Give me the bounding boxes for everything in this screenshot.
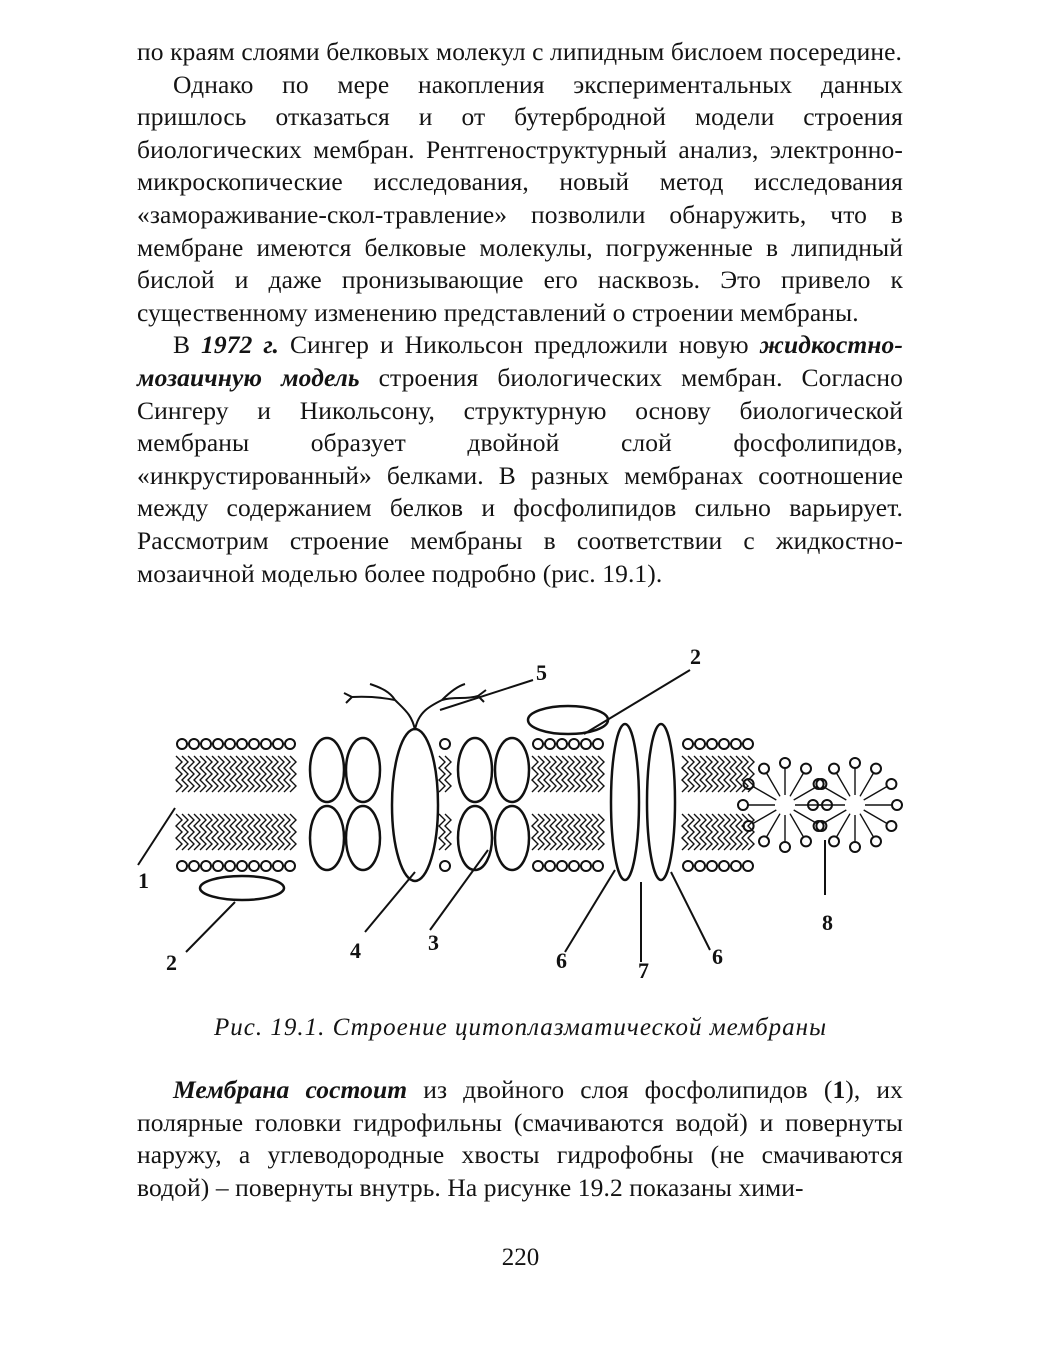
half-protein-lower-3 bbox=[458, 806, 492, 870]
figure-label-1: 1 bbox=[138, 868, 149, 893]
phospholipid-bilayer bbox=[176, 739, 754, 871]
micelle-tail bbox=[823, 787, 846, 801]
lipid-head bbox=[593, 739, 603, 749]
paragraph-3 bbox=[137, 329, 903, 590]
bottom-text bbox=[137, 1074, 903, 1204]
micelle-tail bbox=[794, 810, 817, 824]
lipid-head bbox=[581, 739, 591, 749]
lipid-head bbox=[731, 861, 741, 871]
micelle-head bbox=[759, 836, 769, 846]
lipid-head bbox=[273, 861, 283, 871]
lipid-head bbox=[707, 861, 717, 871]
figure-label-2: 2 bbox=[690, 644, 701, 669]
half-protein-upper-2 bbox=[346, 738, 380, 802]
channel-protein-left bbox=[611, 724, 639, 880]
figure-label-2: 2 bbox=[166, 950, 177, 975]
half-protein-lower-1 bbox=[310, 806, 344, 870]
paragraph-3-start: В bbox=[173, 330, 202, 360]
channel-protein-right bbox=[647, 724, 675, 880]
figure-label-5: 5 bbox=[536, 660, 547, 685]
paragraph-4-start: из двойного слоя фосфолипидов ( bbox=[407, 1075, 833, 1104]
lipid-head bbox=[743, 861, 753, 871]
lipid-head bbox=[177, 739, 187, 749]
lipid-tail bbox=[439, 814, 445, 850]
micelle-tail bbox=[864, 810, 887, 824]
lipid-head bbox=[719, 861, 729, 871]
micelle-tail bbox=[864, 787, 887, 801]
lipid-head bbox=[569, 739, 579, 749]
micelle-head bbox=[829, 836, 839, 846]
figure-label-6: 6 bbox=[712, 944, 723, 969]
label-lines bbox=[138, 670, 825, 962]
micelle-tail bbox=[790, 773, 804, 796]
half-protein-lower-2 bbox=[346, 806, 380, 870]
micelle-head bbox=[801, 764, 811, 774]
lipid-head bbox=[201, 739, 211, 749]
half-protein-upper-4 bbox=[495, 738, 529, 802]
lipid-head bbox=[201, 861, 211, 871]
lipid-head bbox=[533, 861, 543, 871]
micelle-head bbox=[850, 758, 860, 768]
lipid-tail bbox=[532, 814, 538, 850]
micelle-tail bbox=[794, 787, 817, 801]
peripheral-protein-top bbox=[528, 706, 608, 734]
lipid-tail bbox=[682, 814, 688, 850]
year-emphasis: 1972 г. bbox=[201, 330, 280, 360]
micelle-head bbox=[829, 764, 839, 774]
lipid-head bbox=[177, 861, 187, 871]
lipid-head bbox=[249, 861, 259, 871]
paragraph-3-mid: Сингер и Никольсон предложили новую bbox=[279, 330, 760, 360]
micelle-head bbox=[871, 836, 881, 846]
half-protein-upper-1 bbox=[310, 738, 344, 802]
figure-label-7: 7 bbox=[638, 958, 649, 983]
micelle-head bbox=[780, 758, 790, 768]
lipid-micelle bbox=[738, 758, 902, 852]
lipid-head bbox=[719, 739, 729, 749]
lipid-head bbox=[683, 739, 693, 749]
lipid-head bbox=[731, 739, 741, 749]
lipid-head bbox=[225, 739, 235, 749]
lipid-head bbox=[545, 861, 555, 871]
lipid-head bbox=[557, 739, 567, 749]
lipid-head bbox=[593, 861, 603, 871]
lipid-tail bbox=[439, 756, 445, 792]
paragraph-4 bbox=[137, 1074, 903, 1204]
membrane-figure bbox=[120, 640, 920, 1000]
half-protein-upper-3 bbox=[458, 738, 492, 802]
lipid-head bbox=[545, 739, 555, 749]
figure-label-6: 6 bbox=[556, 948, 567, 973]
lipid-head bbox=[213, 861, 223, 871]
ref-number: 1 bbox=[832, 1075, 846, 1104]
micelle-head bbox=[886, 821, 896, 831]
micelle-tail bbox=[860, 773, 874, 796]
micelle-head bbox=[738, 800, 748, 810]
micelle-tail bbox=[753, 787, 776, 801]
micelle-tail bbox=[837, 814, 851, 837]
lead-emphasis: Мембрана состоит bbox=[173, 1075, 408, 1104]
integral-protein bbox=[392, 729, 438, 881]
figure-label-8: 8 bbox=[822, 910, 833, 935]
lipid-tail bbox=[682, 756, 688, 792]
lipid-head bbox=[581, 861, 591, 871]
lipid-head bbox=[683, 861, 693, 871]
lipid-head bbox=[237, 861, 247, 871]
micelle-tail bbox=[753, 810, 776, 824]
glycocalyx bbox=[344, 684, 486, 730]
lipid-head bbox=[569, 861, 579, 871]
lipid-head bbox=[225, 861, 235, 871]
lipid-head bbox=[707, 739, 717, 749]
lipid-head bbox=[695, 739, 705, 749]
model-emphasis: жидкостно-мозаичную модель bbox=[137, 330, 903, 392]
lipid-head bbox=[533, 739, 543, 749]
micelle-tail bbox=[767, 773, 781, 796]
lipid-head bbox=[237, 739, 247, 749]
page-number: 220 bbox=[501, 1244, 540, 1271]
paragraph-4-end: ), их полярные головки гидрофильны (смачиваются водой) и повернуты наружу, а углеводородные хвосты гидрофобны (не смачиваются водой) – повернуты внутрь. На рисунке 19.2 показаны хими- bbox=[137, 1075, 904, 1202]
lipid-head bbox=[249, 739, 259, 749]
micelle-head bbox=[850, 842, 860, 852]
lipid-head bbox=[189, 861, 199, 871]
micelle-head bbox=[801, 836, 811, 846]
lipid-head bbox=[213, 739, 223, 749]
lipid-head bbox=[440, 861, 450, 871]
lipid-head bbox=[189, 739, 199, 749]
lipid-head bbox=[285, 739, 295, 749]
micelle-head bbox=[780, 842, 790, 852]
lipid-head bbox=[261, 861, 271, 871]
micelle-head bbox=[886, 779, 896, 789]
lipid-tail bbox=[532, 756, 538, 792]
micelle-tail bbox=[860, 814, 874, 837]
lipid-tail bbox=[176, 814, 182, 850]
peripheral-protein-bottom bbox=[200, 876, 284, 900]
figure-label-4: 4 bbox=[350, 938, 361, 963]
top-text bbox=[137, 36, 903, 590]
micelle-head bbox=[892, 800, 902, 810]
lipid-head bbox=[557, 861, 567, 871]
paragraph-2: Однако по мере накопления экспериментальных данных пришлось отказаться и от бутербродной модели строения биологических мембран. Рентгеноструктурный анализ, электронно-микроскопические исследования, новый метод исследования «замораживание-скол-травление» позволили обнаружить, что в мембране имеются белковые молекулы, погруженные в липидный бислой и даже пронизывающие его насквозь. Это привело к существенному изменению представлений о строении мембраны. bbox=[137, 69, 903, 327]
micelle-tail bbox=[837, 773, 851, 796]
lipid-tail bbox=[176, 756, 182, 792]
half-protein-lower-4 bbox=[495, 806, 529, 870]
micelle-head bbox=[759, 764, 769, 774]
micelle-head bbox=[871, 764, 881, 774]
micelle-tail bbox=[823, 810, 846, 824]
lipid-head bbox=[695, 861, 705, 871]
figure-caption: Рис. 19.1. Строение цитоплазматической мембраны bbox=[213, 1014, 827, 1041]
lipid-head bbox=[261, 739, 271, 749]
lipid-head bbox=[440, 739, 450, 749]
lipid-head bbox=[743, 739, 753, 749]
paragraph-1: по краям слоями белковых молекул с липидным бислоем посередине. bbox=[137, 37, 902, 66]
paragraph-3-end: строения биологических мембран. Согласно Сингеру и Никольсону, структурную основу биологической мембраны образует двойной слой фосфолипидов, «инкрустированный» белками. В разных мембранах соотношение между содержанием белков и фосфолипидов сильно варьирует. Рассмотрим строение мембраны в соответствии с жидкостно-мозаичной моделью более подробно (рис. 19.1). bbox=[137, 362, 904, 588]
micelle-tail bbox=[767, 814, 781, 837]
micelle-tail bbox=[790, 814, 804, 837]
lipid-head bbox=[273, 739, 283, 749]
figure-label-3: 3 bbox=[428, 930, 439, 955]
lipid-head bbox=[285, 861, 295, 871]
